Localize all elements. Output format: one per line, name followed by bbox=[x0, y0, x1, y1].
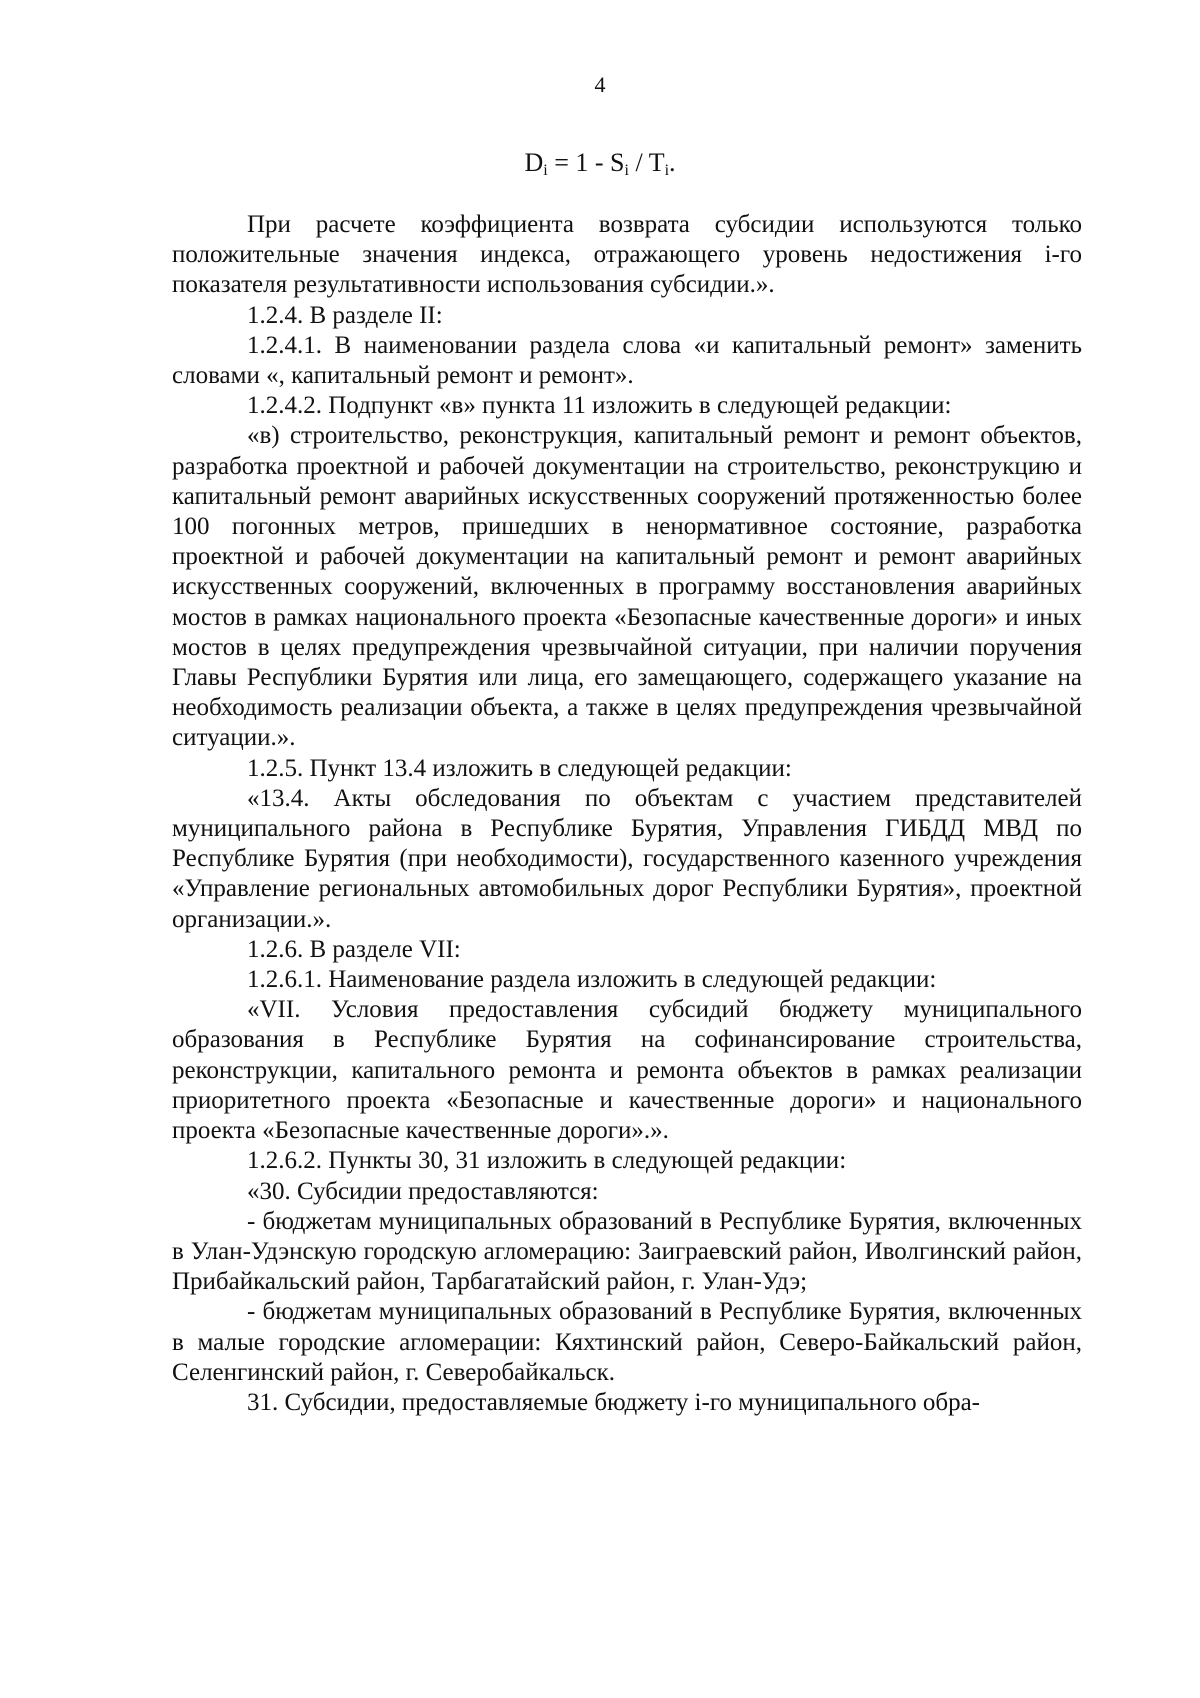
formula-s-subscript: i bbox=[624, 162, 629, 179]
formula bbox=[0, 148, 1200, 180]
paragraph-subitem-v: «в) строительство, реконструкция, капитальный ремонт и ремонт объектов, разработка проектной и рабочей документации на строительство, реконструкцию и капитальный ремонт аварийных искусственных сооружений протяженностью более 100 погонных метров, пришедших в ненормативное состояние, разработка проектной и рабочей документации на капитальный ремонт и ремонт аварийных искусственных сооружений, включенных в программу восстановления аварийных мостов в рамках национального проекта «Безопасные качественные дороги» и иных мостов в целях предупреждения чрезвычайной ситуации, при наличии поручения Главы Республики Бурятия или лица, его замещающего, содержащего указание на необходимость реализации объекта, а также в целях предупреждения чрезвычайной ситуации.». bbox=[172, 422, 1082, 752]
paragraph-1-2-4: 1.2.4. В разделе II: bbox=[247, 301, 443, 329]
formula-end: . bbox=[669, 148, 676, 177]
paragraph-1-2-4-2: 1.2.4.2. Подпункт «в» пункта 11 изложить в следующей редакции: bbox=[247, 392, 952, 420]
formula-slash: / T bbox=[628, 148, 665, 177]
paragraph-section-vii-title: «VII. Условия предоставления субсидий бюджету муниципального образования в Республике Бурятия на софинансирование строительства, реконструкции, капитального ремонта и ремонта объектов в рамках реализации приоритетного проекта «Безопасные и качественные дороги» и национального проекта «Безопасные качественные дороги».». bbox=[172, 996, 1082, 1145]
paragraph-1-2-5: 1.2.5. Пункт 13.4 изложить в следующей редакции: bbox=[247, 754, 792, 782]
paragraph-1-2-6-1: 1.2.6.1. Наименование раздела изложить в следующей редакции: bbox=[247, 966, 937, 994]
document-body bbox=[172, 210, 1082, 1418]
paragraph-13-4: «13.4. Акты обследования по объектам с участием представителей муниципального района в Республике Бурятия, Управления ГИБДД МВД по Республике Бурятия (при необходимости), государственного казенного учреждения «Управление региональных автомобильных дорог Республики Бурятия», проектной организации.». bbox=[172, 784, 1082, 933]
paragraph-31: 31. Субсидии, предоставляемые бюджету i-го муниципального обра- bbox=[247, 1388, 981, 1416]
paragraph-list-small-agglomerations: - бюджетам муниципальных образований в Республике Бурятия, включенных в малые городские агломерации: Кяхтинский район, Северо-Байкальский район, Селенгинский район, г. Северобайкальск. bbox=[172, 1298, 1082, 1386]
paragraph-1-2-6-2: 1.2.6.2. Пункты 30, 31 изложить в следующей редакции: bbox=[247, 1147, 847, 1175]
page-number: 4 bbox=[594, 72, 606, 97]
formula-middle: = 1 - S bbox=[547, 148, 625, 177]
paragraph-30: «30. Субсидии предоставляются: bbox=[247, 1177, 599, 1205]
paragraph-coefficient-note: При расчете коэффициента возврата субсидии используются только положительные значения индекса, отражающего уровень недостижения i-го показателя результативности использования субсидии.». bbox=[172, 211, 1082, 299]
paragraph-1-2-6: 1.2.6. В разделе VII: bbox=[247, 935, 461, 963]
formula-d-subscript: i bbox=[543, 162, 548, 179]
paragraph-list-ulan-ude: - бюджетам муниципальных образований в Республике Бурятия, включенных в Улан-Удэнскую городскую агломерацию: Заиграевский район, Иволгинский район, Прибайкальский район, Тарбагатайский район, г. Улан-Удэ; bbox=[172, 1207, 1082, 1296]
paragraph-1-2-4-1: 1.2.4.1. В наименовании раздела слова «и капитальный ремонт» заменить словами «, капитальный ремонт и ремонт». bbox=[172, 331, 1082, 390]
formula-d: D bbox=[524, 148, 544, 177]
formula-t-subscript: i bbox=[664, 162, 670, 179]
